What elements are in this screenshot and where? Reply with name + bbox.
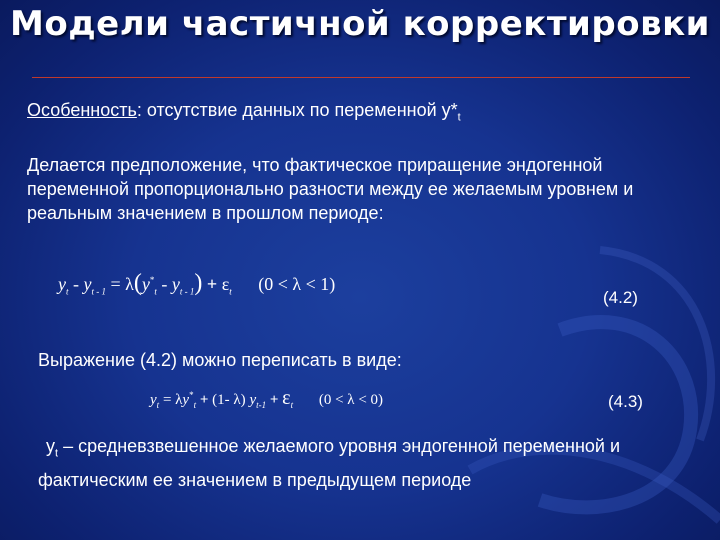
eq1-y: y: [58, 274, 66, 294]
page-title: Модели частичной корректировки: [10, 4, 710, 44]
rewrite-text: Выражение (4.2) можно переписать в виде:: [38, 350, 402, 370]
feature-subscript: t: [457, 111, 461, 124]
eq2-condition: (0 < λ < 0): [318, 392, 384, 408]
title-divider: [32, 77, 690, 78]
definition-y: y: [46, 436, 55, 456]
equation-number-4-3: (4.3): [608, 392, 643, 411]
definition-text: $y_t$ – средневзвешенное желаемого уровня эндогенной переменной и фактическим ее значением в предыдущем периоде: [38, 436, 621, 490]
equation-4-3: $y_t = \lambda y^*_t + (1-$ λ) $y_{t-1} + \varepsilon_t$ (0 < λ < 0): [150, 387, 384, 410]
equation-number-4-2: (4.2): [603, 288, 638, 307]
feature-text: : отсутствие данных по переменной y*: [136, 100, 458, 120]
feature-label: Особенность: [27, 100, 137, 120]
eq1-condition: (0 < λ < 1): [258, 274, 336, 294]
feature-line: [27, 98, 461, 130]
equation-4-2: $y_t - y_{t - 1} = \lambda(y^*_t - y_{t - 1}) + \varepsilon_t$ (0 < λ < 1): [58, 270, 336, 297]
assumption-text: Делается предположение, что фактическое приращение эндогенной переменной пропорционально разности между ее желаемым уровнем и реальным значением в прошлом периоде:: [27, 155, 634, 223]
